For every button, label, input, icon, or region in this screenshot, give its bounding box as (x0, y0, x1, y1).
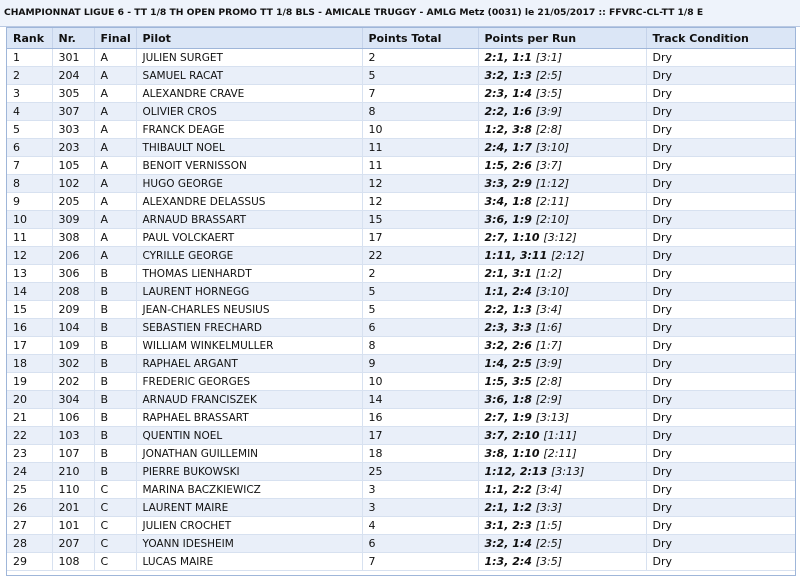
cell-points-per-run: 1:3, 2:4 [3:5] (478, 553, 646, 571)
cell-rank: 27 (7, 517, 52, 535)
cell-rank: 14 (7, 283, 52, 301)
cell-points-total: 12 (362, 193, 478, 211)
cell-nr: 307 (52, 103, 94, 121)
cell-track-condition: Dry (646, 211, 796, 229)
cell-track-condition: Dry (646, 139, 796, 157)
table-row (7, 427, 796, 445)
cell-rank: 10 (7, 211, 52, 229)
cell-nr: 204 (52, 67, 94, 85)
cell-points-total: 17 (362, 229, 478, 247)
cell-points-per-run: 1:4, 2:5 [3:9] (478, 355, 646, 373)
cell-rank: 6 (7, 139, 52, 157)
cell-track-condition: Dry (646, 247, 796, 265)
cell-nr: 301 (52, 49, 94, 67)
cell-points-total: 4 (362, 517, 478, 535)
cell-points-total: 10 (362, 121, 478, 139)
cell-points-per-run: 2:1, 1:1 [3:1] (478, 49, 646, 67)
cell-pilot: FREDERIC GEORGES (136, 373, 362, 391)
cell-points-total: 16 (362, 409, 478, 427)
table-row (7, 247, 796, 265)
cell-points-total: 25 (362, 463, 478, 481)
cell-points-total: 11 (362, 139, 478, 157)
cell-pilot: THOMAS LIENHARDT (136, 265, 362, 283)
cell-final: B (94, 265, 136, 283)
cell-points-total: 6 (362, 319, 478, 337)
table-row (7, 139, 796, 157)
cell-points-per-run: 3:2, 2:6 [1:7] (478, 337, 646, 355)
cell-pilot: WILLIAM WINKELMULLER (136, 337, 362, 355)
col-header-track-condition[interactable]: Track Condition (646, 28, 796, 49)
cell-pilot: MARINA BACZKIEWICZ (136, 481, 362, 499)
cell-final: B (94, 463, 136, 481)
results-table (7, 28, 796, 571)
cell-nr: 302 (52, 355, 94, 373)
cell-track-condition: Dry (646, 427, 796, 445)
table-row (7, 319, 796, 337)
cell-track-condition: Dry (646, 337, 796, 355)
cell-rank: 25 (7, 481, 52, 499)
cell-points-total: 5 (362, 283, 478, 301)
cell-nr: 208 (52, 283, 94, 301)
cell-points-per-run: 3:6, 1:9 [2:10] (478, 211, 646, 229)
col-header-nr[interactable]: Nr. (52, 28, 94, 49)
cell-rank: 1 (7, 49, 52, 67)
cell-track-condition: Dry (646, 481, 796, 499)
cell-nr: 210 (52, 463, 94, 481)
table-row (7, 355, 796, 373)
cell-points-per-run: 2:7, 1:9 [3:13] (478, 409, 646, 427)
cell-pilot: PIERRE BUKOWSKI (136, 463, 362, 481)
cell-nr: 305 (52, 85, 94, 103)
cell-pilot: JONATHAN GUILLEMIN (136, 445, 362, 463)
results-table-container (6, 27, 796, 576)
cell-pilot: ALEXANDRE CRAVE (136, 85, 362, 103)
cell-rank: 15 (7, 301, 52, 319)
table-row (7, 103, 796, 121)
table-row (7, 67, 796, 85)
cell-nr: 205 (52, 193, 94, 211)
cell-points-total: 9 (362, 355, 478, 373)
cell-final: C (94, 481, 136, 499)
cell-points-per-run: 3:8, 1:10 [2:11] (478, 445, 646, 463)
cell-nr: 303 (52, 121, 94, 139)
table-row (7, 391, 796, 409)
cell-pilot: FRANCK DEAGE (136, 121, 362, 139)
cell-nr: 201 (52, 499, 94, 517)
cell-track-condition: Dry (646, 193, 796, 211)
cell-rank: 20 (7, 391, 52, 409)
col-header-final[interactable]: Final (94, 28, 136, 49)
cell-rank: 12 (7, 247, 52, 265)
cell-points-per-run: 2:3, 1:4 [3:5] (478, 85, 646, 103)
cell-final: A (94, 49, 136, 67)
cell-points-total: 6 (362, 535, 478, 553)
cell-pilot: RAPHAEL BRASSART (136, 409, 362, 427)
cell-rank: 21 (7, 409, 52, 427)
cell-pilot: THIBAULT NOEL (136, 139, 362, 157)
table-header-row (7, 28, 796, 49)
cell-pilot: HUGO GEORGE (136, 175, 362, 193)
cell-track-condition: Dry (646, 157, 796, 175)
cell-final: A (94, 193, 136, 211)
table-row (7, 535, 796, 553)
cell-pilot: JULIEN SURGET (136, 49, 362, 67)
cell-final: A (94, 229, 136, 247)
cell-pilot: RAPHAEL ARGANT (136, 355, 362, 373)
cell-rank: 28 (7, 535, 52, 553)
cell-rank: 5 (7, 121, 52, 139)
cell-points-total: 3 (362, 481, 478, 499)
table-row (7, 49, 796, 67)
cell-points-per-run: 1:12, 2:13 [3:13] (478, 463, 646, 481)
cell-track-condition: Dry (646, 499, 796, 517)
cell-nr: 109 (52, 337, 94, 355)
cell-pilot: BENOIT VERNISSON (136, 157, 362, 175)
cell-points-per-run: 2:2, 1:3 [3:4] (478, 301, 646, 319)
col-header-points-total[interactable]: Points Total (362, 28, 478, 49)
cell-pilot: SAMUEL RACAT (136, 67, 362, 85)
cell-points-total: 5 (362, 301, 478, 319)
cell-final: B (94, 445, 136, 463)
table-row (7, 193, 796, 211)
cell-final: C (94, 535, 136, 553)
table-row (7, 121, 796, 139)
cell-points-per-run: 2:1, 1:2 [3:3] (478, 499, 646, 517)
cell-final: A (94, 85, 136, 103)
cell-points-per-run: 1:1, 2:2 [3:4] (478, 481, 646, 499)
cell-final: B (94, 355, 136, 373)
col-header-points-per-run[interactable]: Points per Run (478, 28, 646, 49)
cell-pilot: YOANN IDESHEIM (136, 535, 362, 553)
cell-nr: 202 (52, 373, 94, 391)
cell-points-per-run: 1:11, 3:11 [2:12] (478, 247, 646, 265)
cell-rank: 3 (7, 85, 52, 103)
cell-pilot: ARNAUD FRANCISZEK (136, 391, 362, 409)
cell-points-per-run: 3:3, 2:9 [1:12] (478, 175, 646, 193)
cell-nr: 306 (52, 265, 94, 283)
table-row (7, 517, 796, 535)
cell-pilot: LUCAS MAIRE (136, 553, 362, 571)
cell-rank: 11 (7, 229, 52, 247)
cell-nr: 103 (52, 427, 94, 445)
cell-rank: 23 (7, 445, 52, 463)
cell-track-condition: Dry (646, 535, 796, 553)
table-row (7, 499, 796, 517)
cell-track-condition: Dry (646, 391, 796, 409)
cell-track-condition: Dry (646, 445, 796, 463)
cell-final: B (94, 409, 136, 427)
cell-nr: 308 (52, 229, 94, 247)
cell-pilot: PAUL VOLCKAERT (136, 229, 362, 247)
cell-nr: 102 (52, 175, 94, 193)
col-header-pilot[interactable]: Pilot (136, 28, 362, 49)
cell-track-condition: Dry (646, 85, 796, 103)
cell-points-total: 2 (362, 265, 478, 283)
cell-track-condition: Dry (646, 229, 796, 247)
cell-final: C (94, 517, 136, 535)
table-row (7, 283, 796, 301)
cell-final: A (94, 139, 136, 157)
cell-pilot: ALEXANDRE DELASSUS (136, 193, 362, 211)
cell-nr: 107 (52, 445, 94, 463)
cell-final: A (94, 157, 136, 175)
cell-points-per-run: 3:2, 1:3 [2:5] (478, 67, 646, 85)
col-header-rank[interactable]: Rank (7, 28, 52, 49)
cell-nr: 105 (52, 157, 94, 175)
table-row (7, 301, 796, 319)
cell-final: A (94, 103, 136, 121)
cell-track-condition: Dry (646, 319, 796, 337)
cell-final: B (94, 391, 136, 409)
cell-pilot: ARNAUD BRASSART (136, 211, 362, 229)
cell-rank: 24 (7, 463, 52, 481)
cell-points-total: 8 (362, 337, 478, 355)
cell-points-total: 3 (362, 499, 478, 517)
cell-nr: 206 (52, 247, 94, 265)
cell-points-per-run: 3:6, 1:8 [2:9] (478, 391, 646, 409)
cell-pilot: CYRILLE GEORGE (136, 247, 362, 265)
cell-track-condition: Dry (646, 355, 796, 373)
cell-nr: 110 (52, 481, 94, 499)
cell-points-per-run: 1:1, 2:4 [3:10] (478, 283, 646, 301)
cell-rank: 2 (7, 67, 52, 85)
cell-pilot: SEBASTIEN FRECHARD (136, 319, 362, 337)
cell-points-per-run: 3:2, 1:4 [2:5] (478, 535, 646, 553)
cell-nr: 106 (52, 409, 94, 427)
cell-points-per-run: 1:5, 2:6 [3:7] (478, 157, 646, 175)
cell-rank: 9 (7, 193, 52, 211)
cell-pilot: LAURENT HORNEGG (136, 283, 362, 301)
table-row (7, 463, 796, 481)
cell-pilot: LAURENT MAIRE (136, 499, 362, 517)
cell-points-total: 14 (362, 391, 478, 409)
cell-track-condition: Dry (646, 265, 796, 283)
cell-points-per-run: 2:1, 3:1 [1:2] (478, 265, 646, 283)
table-row (7, 211, 796, 229)
cell-nr: 207 (52, 535, 94, 553)
cell-points-total: 7 (362, 85, 478, 103)
cell-points-per-run: 3:7, 2:10 [1:11] (478, 427, 646, 445)
page-title: CHAMPIONNAT LIGUE 6 - TT 1/8 TH OPEN PROMO TT 1/8 BLS - AMICALE TRUGGY - AMLG Metz (0031) le 21/05/2017 :: FFVRC-CL-TT 1/8 E (0, 0, 800, 27)
cell-nr: 203 (52, 139, 94, 157)
cell-points-per-run: 2:3, 3:3 [1:6] (478, 319, 646, 337)
cell-points-total: 8 (362, 103, 478, 121)
table-body (7, 49, 796, 571)
cell-points-total: 7 (362, 553, 478, 571)
cell-pilot: QUENTIN NOEL (136, 427, 362, 445)
cell-rank: 17 (7, 337, 52, 355)
cell-nr: 104 (52, 319, 94, 337)
table-row (7, 157, 796, 175)
cell-track-condition: Dry (646, 553, 796, 571)
cell-pilot: OLIVIER CROS (136, 103, 362, 121)
cell-rank: 16 (7, 319, 52, 337)
cell-final: A (94, 121, 136, 139)
cell-final: A (94, 211, 136, 229)
cell-nr: 101 (52, 517, 94, 535)
cell-rank: 18 (7, 355, 52, 373)
cell-final: A (94, 67, 136, 85)
cell-final: B (94, 427, 136, 445)
cell-points-per-run: 2:2, 1:6 [3:9] (478, 103, 646, 121)
table-row (7, 373, 796, 391)
table-row (7, 175, 796, 193)
cell-track-condition: Dry (646, 67, 796, 85)
table-row (7, 481, 796, 499)
cell-track-condition: Dry (646, 283, 796, 301)
cell-pilot: JULIEN CROCHET (136, 517, 362, 535)
cell-final: C (94, 499, 136, 517)
cell-track-condition: Dry (646, 175, 796, 193)
cell-nr: 304 (52, 391, 94, 409)
cell-nr: 309 (52, 211, 94, 229)
cell-rank: 29 (7, 553, 52, 571)
cell-track-condition: Dry (646, 409, 796, 427)
cell-final: B (94, 373, 136, 391)
table-row (7, 229, 796, 247)
cell-points-total: 11 (362, 157, 478, 175)
table-row (7, 337, 796, 355)
cell-track-condition: Dry (646, 463, 796, 481)
cell-track-condition: Dry (646, 373, 796, 391)
cell-final: B (94, 301, 136, 319)
cell-points-total: 15 (362, 211, 478, 229)
cell-points-total: 2 (362, 49, 478, 67)
cell-points-total: 22 (362, 247, 478, 265)
cell-points-total: 18 (362, 445, 478, 463)
cell-rank: 7 (7, 157, 52, 175)
table-row (7, 553, 796, 571)
cell-points-per-run: 2:4, 1:7 [3:10] (478, 139, 646, 157)
cell-points-per-run: 2:7, 1:10 [3:12] (478, 229, 646, 247)
table-row (7, 445, 796, 463)
cell-nr: 209 (52, 301, 94, 319)
cell-track-condition: Dry (646, 517, 796, 535)
cell-track-condition: Dry (646, 301, 796, 319)
cell-final: B (94, 337, 136, 355)
cell-final: A (94, 247, 136, 265)
cell-nr: 108 (52, 553, 94, 571)
cell-final: C (94, 553, 136, 571)
cell-rank: 22 (7, 427, 52, 445)
cell-final: B (94, 283, 136, 301)
cell-points-per-run: 1:2, 3:8 [2:8] (478, 121, 646, 139)
cell-pilot: JEAN-CHARLES NEUSIUS (136, 301, 362, 319)
cell-rank: 13 (7, 265, 52, 283)
cell-rank: 19 (7, 373, 52, 391)
cell-track-condition: Dry (646, 121, 796, 139)
cell-points-total: 12 (362, 175, 478, 193)
table-row (7, 409, 796, 427)
cell-final: A (94, 175, 136, 193)
cell-track-condition: Dry (646, 49, 796, 67)
cell-rank: 4 (7, 103, 52, 121)
cell-points-total: 10 (362, 373, 478, 391)
cell-points-total: 17 (362, 427, 478, 445)
cell-final: B (94, 319, 136, 337)
table-row (7, 265, 796, 283)
cell-track-condition: Dry (646, 103, 796, 121)
cell-points-per-run: 3:1, 2:3 [1:5] (478, 517, 646, 535)
cell-points-per-run: 1:5, 3:5 [2:8] (478, 373, 646, 391)
cell-rank: 26 (7, 499, 52, 517)
cell-rank: 8 (7, 175, 52, 193)
table-row (7, 85, 796, 103)
cell-points-total: 5 (362, 67, 478, 85)
cell-points-per-run: 3:4, 1:8 [2:11] (478, 193, 646, 211)
